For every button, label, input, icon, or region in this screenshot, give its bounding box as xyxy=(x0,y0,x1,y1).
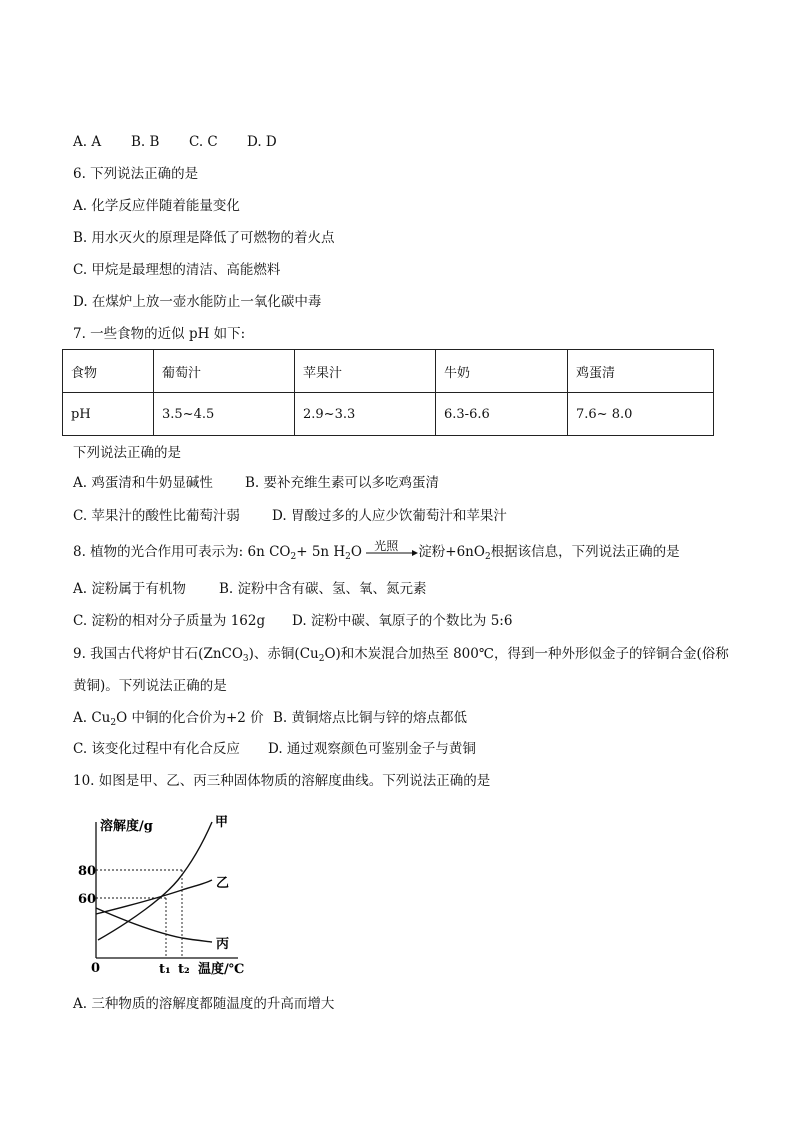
table-header-cell: 葡萄汁 xyxy=(154,350,295,393)
q7-option-d: D. 胃酸过多的人应少饮葡萄汁和苹果汁 xyxy=(272,508,507,524)
q8-option-a: A. 淀粉属于有机物 xyxy=(73,581,186,597)
q6-option-c: C. 甲烷是最理想的清洁、高能燃料 xyxy=(73,262,281,278)
q8-stem xyxy=(73,539,680,562)
q7-option-c: C. 苹果汁的酸性比葡萄汁弱 xyxy=(73,508,240,524)
q8-option-d: D. 淀粉中碳、氧原子的个数比为 5:6 xyxy=(292,613,513,629)
q5-option-d: D. D xyxy=(247,134,277,150)
curve-label-jia: 甲 xyxy=(215,815,229,830)
table-cell: 2.9~3.3 xyxy=(295,393,436,436)
q7-after: 下列说法正确的是 xyxy=(73,445,181,461)
q9-line1 xyxy=(73,645,729,663)
table-header-cell: 食物 xyxy=(63,350,154,393)
q7-option-b: B. 要补充维生素可以多吃鸡蛋清 xyxy=(245,475,440,491)
ph-table xyxy=(62,349,714,436)
q8-stem-o: O xyxy=(350,544,362,560)
x-tick-t1: t₁ xyxy=(159,962,171,977)
subscript: 3 xyxy=(242,654,249,664)
q6-option-d: D. 在煤炉上放一壶水能防止一氧化碳中毒 xyxy=(73,294,322,310)
q9-option-a-post: O 中铜的化合价为+2 价 xyxy=(116,710,264,726)
arrow-icon xyxy=(366,549,418,557)
subscript: 2 xyxy=(110,718,117,728)
curve-label-bing: 丙 xyxy=(216,937,230,952)
q8-stem-post-a: 淀粉+6nO xyxy=(418,544,485,560)
q9-line1-a: 9. 我国古代将炉甘石(ZnCO xyxy=(73,646,243,662)
q9-option-d: D. 通过观察颜色可鉴别金子与黄铜 xyxy=(268,741,476,757)
x-tick-t2: t₂ xyxy=(178,962,190,977)
table-cell: pH xyxy=(63,393,154,436)
y-tick-80: 80 xyxy=(78,864,97,879)
subscript: 2 xyxy=(484,552,491,562)
origin-label: 0 xyxy=(91,961,101,976)
q9-line1-c: O)和木炭混合加热至 800℃，得到一种外形似金子的锌铜合金(俗称 xyxy=(324,646,729,662)
q9-line1-b: )、赤铜(Cu xyxy=(248,646,319,662)
reaction-arrow xyxy=(366,539,418,561)
solubility-graph xyxy=(78,810,258,980)
q8-stem-pre: 8. 植物的光合作用可表示为: 6n CO xyxy=(73,544,291,560)
q5-options xyxy=(73,133,277,151)
curve-label-yi: 乙 xyxy=(216,876,230,891)
y-axis-label: 溶解度/g xyxy=(100,819,153,834)
q5-option-c: C. C xyxy=(189,134,218,150)
q5-option-b: B. B xyxy=(131,134,160,150)
subscript: 2 xyxy=(318,654,325,664)
q9-line2: 黄铜)。下列说法正确的是 xyxy=(73,678,227,694)
q8-stem-post-b: 根据该信息，下列说法正确的是 xyxy=(490,544,680,560)
q6-option-b: B. 用水灭火的原理是降低了可燃物的着火点 xyxy=(73,230,335,246)
q5-option-a: A. A xyxy=(73,134,102,150)
y-tick-60: 60 xyxy=(78,892,97,907)
q6-stem: 6. 下列说法正确的是 xyxy=(73,166,199,182)
q8-option-c: C. 淀粉的相对分子质量为 162g xyxy=(73,613,266,629)
q8-option-b: B. 淀粉中含有碳、氢、氧、氮元素 xyxy=(219,581,427,597)
table-header-cell: 鸡蛋清 xyxy=(568,350,714,393)
q7-option-a: A. 鸡蛋清和牛奶显碱性 xyxy=(73,475,213,491)
table-header-cell: 牛奶 xyxy=(436,350,568,393)
q10-option-a: A. 三种物质的溶解度都随温度的升高而增大 xyxy=(73,996,335,1012)
x-axis-label: 温度/℃ xyxy=(198,962,245,977)
q9-option-c: C. 该变化过程中有化合反应 xyxy=(73,741,240,757)
reaction-condition: 光照 xyxy=(374,539,399,553)
table-cell: 7.6~ 8.0 xyxy=(568,393,714,436)
table-row xyxy=(63,350,714,393)
table-cell: 6.3-6.6 xyxy=(436,393,568,436)
subscript: 2 xyxy=(345,552,351,562)
table-header-cell: 苹果汁 xyxy=(295,350,436,393)
q9-option-b: B. 黄铜熔点比铜与锌的熔点都低 xyxy=(273,710,468,726)
curve-bing xyxy=(96,908,212,942)
q7-stem: 7. 一些食物的近似 pH 如下: xyxy=(73,326,246,342)
q8-stem-mid: + 5n H xyxy=(296,544,346,560)
q6-option-a: A. 化学反应伴随着能量变化 xyxy=(73,198,240,214)
table-cell: 3.5~4.5 xyxy=(154,393,295,436)
table-row xyxy=(63,393,714,436)
curve-yi xyxy=(96,880,212,914)
subscript: 2 xyxy=(290,552,297,562)
q9-option-a-pre: A. Cu xyxy=(73,710,111,726)
curve-jia xyxy=(98,822,212,940)
q10-stem: 10. 如图是甲、乙、丙三种固体物质的溶解度曲线。下列说法正确的是 xyxy=(73,773,491,789)
q9-option-a xyxy=(73,709,264,727)
